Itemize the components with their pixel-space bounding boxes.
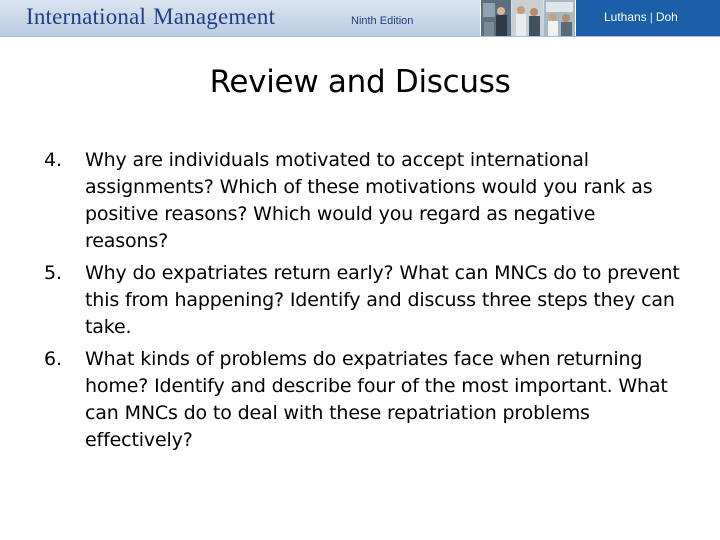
author-box	[575, 0, 720, 36]
header-photo-strip	[480, 0, 575, 36]
author-separator: |	[649, 10, 653, 24]
list-item	[44, 147, 684, 255]
question-number: 4.	[44, 149, 62, 171]
question-text: Why are individuals motivated to accept international assignments? Which of these motivations would you rank as positive reasons? Which would you regard as negative reasons?	[85, 149, 653, 252]
question-text: Why do expatriates return early? What can MNCs do to prevent this from happening? Identify and discuss three steps they can take.	[85, 262, 680, 338]
authors-label	[604, 10, 678, 24]
list-item	[44, 346, 684, 454]
author-2: Doh	[655, 10, 678, 24]
question-list	[44, 147, 684, 459]
business-people-photo-icon	[481, 0, 575, 36]
list-item	[44, 260, 684, 341]
slide-title: Review and Discuss	[209, 64, 511, 100]
book-title-word-2: Management	[153, 4, 276, 29]
question-text: What kinds of problems do expatriates face when returning home? Identify and describe four of the most important. What can MNCs do to deal with these repatriation problems effectively?	[85, 348, 668, 451]
edition-label: Ninth Edition	[351, 15, 414, 27]
question-number: 5.	[44, 262, 62, 284]
question-number: 6.	[44, 348, 62, 370]
book-title	[26, 4, 275, 30]
author-1: Luthans	[604, 10, 647, 24]
book-title-word-1: International	[26, 4, 147, 29]
